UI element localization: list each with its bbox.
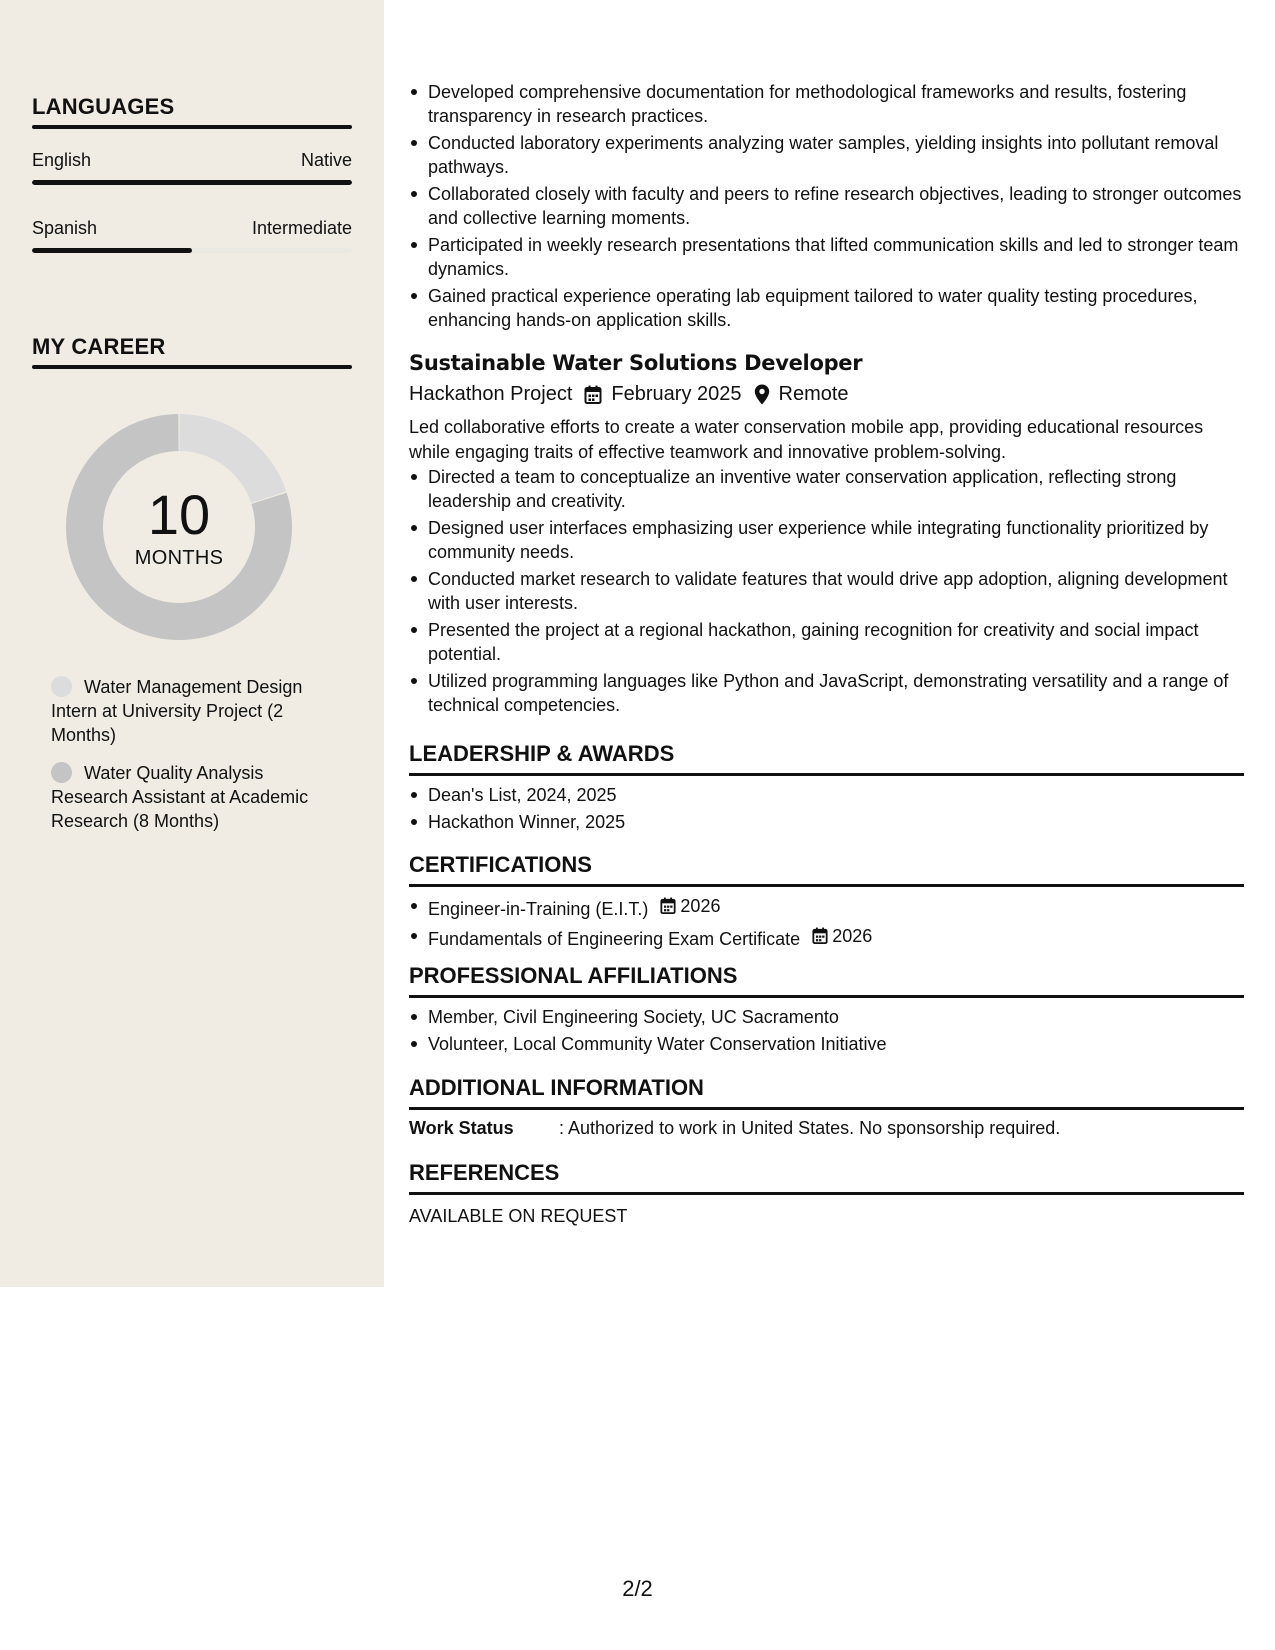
career-total-number: 10 bbox=[147, 482, 211, 546]
languages-heading: LANGUAGES bbox=[32, 94, 175, 119]
certification-item bbox=[409, 894, 1244, 921]
legend-dot bbox=[51, 762, 72, 783]
leadership-list bbox=[409, 783, 1244, 834]
job-date: February 2025 bbox=[611, 383, 742, 405]
language-level: Intermediate bbox=[251, 218, 352, 238]
bullet-item: Conducted laboratory experiments analyzing water samples, yielding insights into pollutant removal pathways. bbox=[409, 131, 1244, 179]
calendar-icon bbox=[660, 897, 676, 915]
career-legend-label: Water Management Design Intern at University Project (2 Months) bbox=[51, 677, 303, 745]
career-donut-chart bbox=[66, 414, 292, 640]
references-text: AVAILABLE ON REQUEST bbox=[409, 1206, 628, 1226]
job-summary: Led collaborative efforts to create a water conservation mobile app, providing educational resources while engaging traits of effective teamwork and innovative problem-solving. bbox=[409, 417, 1204, 462]
career-legend-item bbox=[51, 675, 341, 747]
location-pin-icon bbox=[754, 384, 770, 405]
career-total-unit: MONTHS bbox=[134, 546, 224, 569]
language-item-english bbox=[32, 150, 352, 185]
language-item-spanish bbox=[32, 218, 352, 253]
language-level: Native bbox=[300, 150, 352, 170]
certification-item bbox=[409, 924, 1244, 951]
job-meta bbox=[409, 383, 1244, 406]
affiliations-list bbox=[409, 1005, 1244, 1056]
career-rule bbox=[32, 365, 352, 369]
language-proficiency-fill bbox=[32, 248, 192, 253]
language-name: English bbox=[32, 150, 92, 170]
career-section bbox=[32, 334, 352, 369]
languages-section bbox=[32, 94, 352, 253]
bullet-item: Gained practical experience operating lab equipment tailored to water quality testing procedures, enhancing hands-on application skills. bbox=[409, 284, 1244, 332]
work-status-label: Work Status bbox=[409, 1118, 514, 1138]
work-status-row bbox=[409, 1118, 1244, 1139]
affiliations-title: PROFESSIONAL AFFILIATIONS bbox=[409, 963, 738, 988]
bullet-item: Conducted market research to validate features that would drive app adoption, aligning development with user interests. bbox=[409, 567, 1244, 615]
bullet-item: Member, Civil Engineering Society, UC Sacramento bbox=[409, 1005, 1244, 1029]
references-section bbox=[409, 1160, 1244, 1229]
language-name: Spanish bbox=[32, 218, 98, 238]
additional-info-section bbox=[409, 1075, 1244, 1139]
section-rule bbox=[409, 884, 1244, 887]
bullet-item: Hackathon Winner, 2025 bbox=[409, 810, 1244, 834]
job-entry bbox=[409, 351, 1244, 717]
bullet-item: Participated in weekly research presentations that lifted communication skills and led to stronger team dynamics. bbox=[409, 233, 1244, 281]
language-proficiency-fill bbox=[32, 180, 352, 185]
certification-year: 2026 bbox=[680, 896, 721, 916]
section-rule bbox=[409, 1192, 1244, 1195]
bullet-item: Designed user interfaces emphasizing user experience while integrating functionality prioritized by community needs. bbox=[409, 516, 1244, 564]
job-bullets bbox=[409, 465, 1244, 717]
additional-info-title: ADDITIONAL INFORMATION bbox=[409, 1075, 704, 1100]
legend-dot bbox=[51, 676, 72, 697]
language-proficiency-bar bbox=[32, 180, 352, 185]
section-rule bbox=[409, 773, 1244, 776]
references-title: REFERENCES bbox=[409, 1160, 560, 1185]
affiliations-section bbox=[409, 963, 1244, 1056]
career-legend-item bbox=[51, 761, 341, 833]
career-heading: MY CAREER bbox=[32, 334, 166, 359]
bullet-item: Utilized programming languages like Python and JavaScript, demonstrating versatility and a range of technical competencies. bbox=[409, 669, 1244, 717]
bullet-item: Dean's List, 2024, 2025 bbox=[409, 783, 1244, 807]
certifications-section bbox=[409, 852, 1244, 951]
donut-center bbox=[66, 414, 292, 640]
bullet-item: Collaborated closely with faculty and peers to refine research objectives, leading to stronger outcomes and collective learning moments. bbox=[409, 182, 1244, 230]
career-legend-label: Water Quality Analysis Research Assistant at Academic Research (8 Months) bbox=[51, 763, 309, 831]
bullet-item: Developed comprehensive documentation for methodological frameworks and results, fostering transparency in research practices. bbox=[409, 80, 1244, 128]
previous-job-bullets bbox=[409, 80, 1244, 332]
certification-name: Engineer-in-Training (E.I.T.) bbox=[428, 899, 649, 919]
certification-name: Fundamentals of Engineering Exam Certificate bbox=[428, 929, 801, 949]
languages-rule bbox=[32, 125, 352, 129]
job-title: Sustainable Water Solutions Developer bbox=[409, 351, 863, 375]
bullet-item: Directed a team to conceptualize an inventive water conservation application, reflecting strong leadership and creativity. bbox=[409, 465, 1244, 513]
page-number: 2/2 bbox=[622, 1576, 653, 1601]
language-proficiency-bar bbox=[32, 248, 352, 253]
bullet-item: Volunteer, Local Community Water Conservation Initiative bbox=[409, 1032, 1244, 1056]
bullet-item: Presented the project at a regional hackathon, gaining recognition for creativity and social impact potential. bbox=[409, 618, 1244, 666]
certifications-title: CERTIFICATIONS bbox=[409, 852, 592, 877]
calendar-icon bbox=[584, 385, 602, 405]
calendar-icon bbox=[812, 927, 828, 945]
section-rule bbox=[409, 995, 1244, 998]
certification-year: 2026 bbox=[832, 926, 873, 946]
work-status-value: : Authorized to work in United States. No sponsorship required. bbox=[559, 1118, 1061, 1138]
sidebar bbox=[0, 0, 384, 1287]
certifications-list bbox=[409, 894, 1244, 951]
section-rule bbox=[409, 1107, 1244, 1110]
job-location: Remote bbox=[778, 383, 849, 405]
job-org: Hackathon Project bbox=[409, 383, 573, 405]
leadership-section bbox=[409, 741, 1244, 834]
leadership-title: LEADERSHIP & AWARDS bbox=[409, 741, 675, 766]
